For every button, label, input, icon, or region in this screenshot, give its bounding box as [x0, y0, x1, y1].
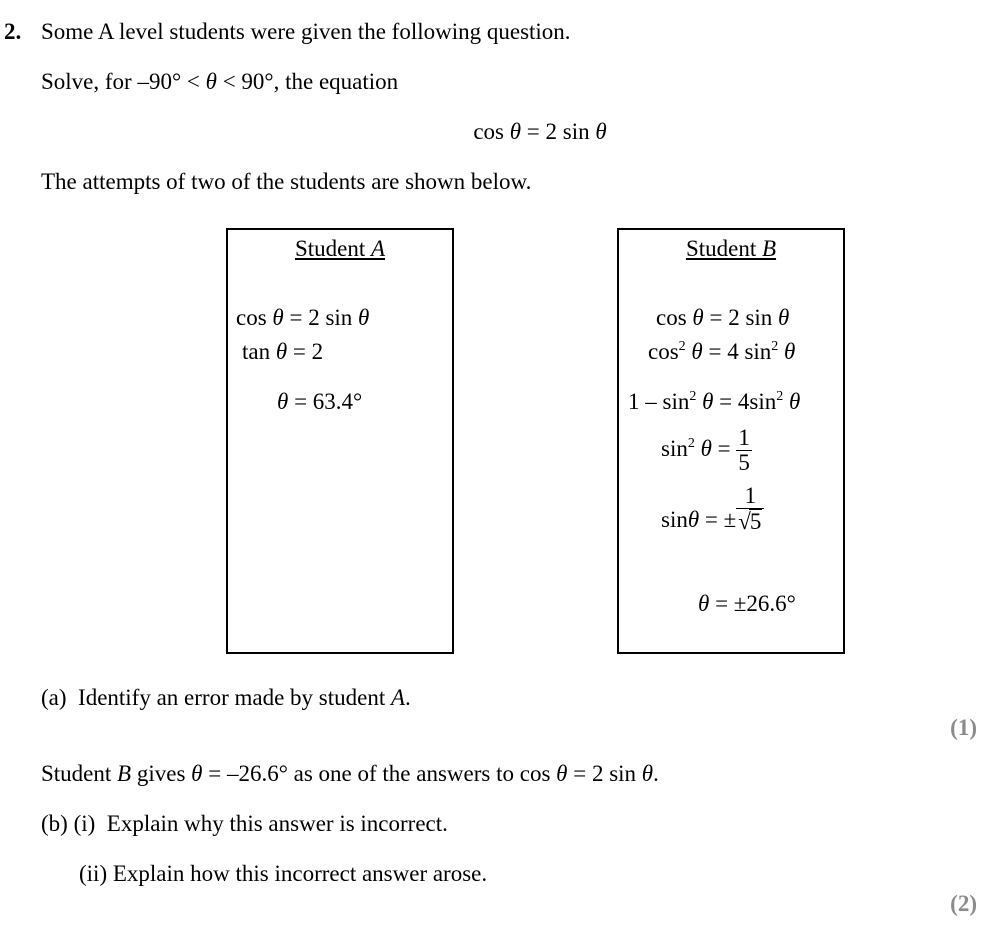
b-l5-theta: θ [687, 507, 700, 532]
b-l5-fraction [736, 484, 764, 534]
student-a-line-1 [236, 306, 369, 329]
part-a [41, 686, 411, 709]
b-l3-a: 1 – sin [628, 389, 690, 414]
b-l1-theta: θ [692, 305, 704, 330]
student-b-line-6 [698, 592, 796, 615]
solve-suffix: < 90°, the equation [216, 69, 399, 94]
part-b-i [41, 812, 448, 835]
a-l1-theta: θ [272, 305, 284, 330]
b-l3-sup-2: 2 [776, 389, 784, 404]
b-l3-sup-1: 2 [689, 389, 697, 404]
b-l4-eq: = [711, 435, 737, 461]
stmt-p5: . [653, 761, 659, 786]
a-l3-b: = 63.4° [288, 389, 363, 414]
student-b-line-4 [661, 426, 752, 475]
student-b-statement [41, 762, 659, 785]
eq-theta: θ [509, 119, 522, 144]
b-l1-a: cos [656, 305, 693, 330]
b-l2-sup-1: 2 [678, 339, 686, 354]
student-b-title [619, 237, 843, 260]
eq-mid: = 2 sin [521, 119, 596, 144]
part-b-label: (b) [41, 811, 68, 836]
b-l1-b: = 2 sin [703, 305, 779, 330]
student-a-box [226, 228, 454, 654]
eq-left: cos [473, 119, 510, 144]
b-l3-theta: θ [702, 389, 714, 414]
b-l2-b: = 4 sin [702, 339, 772, 364]
part-b-i-label: (i) [73, 811, 96, 836]
b-l5-a: sin [661, 507, 688, 532]
b-l5-den-wrap [736, 508, 764, 534]
student-b-line-1 [656, 306, 789, 329]
a-l1-theta-2: θ [358, 305, 370, 330]
stmt-theta-3: θ [641, 761, 654, 786]
b-l4-sup: 2 [687, 435, 695, 451]
stmt-letter: B [117, 761, 132, 786]
b-l3-b: = 4sin [713, 389, 777, 414]
stmt-p1: Student [41, 761, 118, 786]
part-b-ii [79, 862, 487, 885]
part-a-text-prefix: Identify an error made by student [78, 685, 391, 710]
solve-prefix: Solve, for –90° < [41, 69, 206, 94]
b-l2-sup-2: 2 [771, 339, 779, 354]
b-l2-theta: θ [691, 339, 703, 364]
student-b-title-prefix: Student [685, 236, 762, 261]
part-a-letter: A [390, 685, 406, 710]
part-a-marks: (1) [950, 715, 977, 740]
stmt-p3: = –26.6° as one of the answers to cos [202, 761, 557, 786]
main-equation [0, 120, 999, 143]
part-a-label: (a) [41, 685, 67, 710]
b-l6-b: = ±26.6° [709, 591, 796, 616]
question-intro: Some A level students were given the following question. [41, 19, 571, 44]
student-a-title-prefix: Student [294, 236, 371, 261]
attempts-text: The attempts of two of the students are shown below. [41, 169, 532, 194]
b-l5-root: √ [738, 508, 751, 534]
a-l2-a: tan [242, 339, 276, 364]
student-a-line-2 [242, 340, 323, 363]
eq-theta-2: θ [595, 119, 607, 144]
student-a-title [228, 237, 452, 260]
student-b-line-5 [661, 482, 764, 534]
stmt-theta-2: θ [556, 761, 568, 786]
student-b-line-3 [628, 390, 800, 413]
b-l4-den: 5 [738, 450, 750, 476]
theta-symbol: θ [205, 69, 217, 94]
a-l2-b: = 2 [287, 339, 324, 364]
student-a-line-3 [277, 390, 362, 413]
stmt-p4: = 2 sin [567, 761, 642, 786]
stmt-theta: θ [191, 761, 203, 786]
part-b-ii-text: Explain how this incorrect answer arose. [112, 861, 488, 886]
b-l5-den: 5 [749, 508, 762, 534]
a-l1-a: cos [236, 305, 273, 330]
student-a-title-letter: A [370, 236, 386, 261]
b-l6-theta: θ [698, 591, 710, 616]
part-a-suffix: . [405, 685, 411, 710]
student-b-box [617, 228, 845, 654]
solve-instruction [41, 70, 398, 93]
b-l1-theta-2: θ [778, 305, 790, 330]
a-l1-b: = 2 sin [283, 305, 359, 330]
question-number: 2. [4, 19, 22, 44]
b-l4-fraction [736, 426, 752, 475]
b-l4-num: 1 [738, 425, 750, 450]
part-b-marks: (2) [950, 891, 977, 916]
a-l3-theta: θ [277, 389, 289, 414]
b-l5-num: 1 [744, 482, 757, 508]
part-b-ii-label: (ii) [79, 861, 108, 886]
a-l2-theta: θ [275, 339, 288, 364]
part-b-i-text: Explain why this answer is incorrect. [106, 811, 448, 836]
b-l5-eq: = ± [699, 507, 737, 532]
stmt-p2: gives [131, 761, 192, 786]
b-l2-theta-2: θ [784, 339, 796, 364]
b-l3-theta-2: θ [788, 389, 801, 414]
b-l2-a: cos [648, 339, 679, 364]
b-l4-theta: θ [700, 435, 712, 461]
student-b-line-2 [648, 340, 795, 363]
student-b-title-letter: B [761, 236, 777, 261]
b-l4-a: sin [661, 435, 688, 461]
